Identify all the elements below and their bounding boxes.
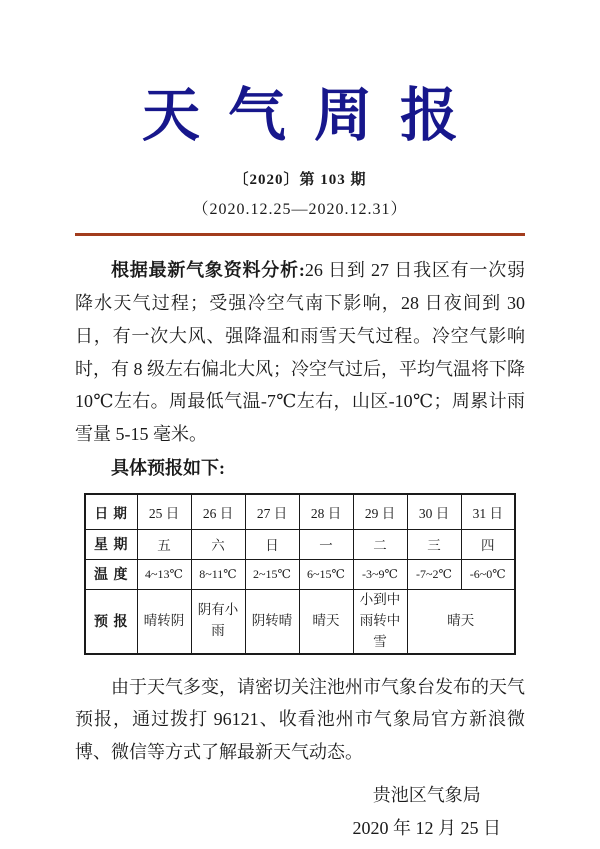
weekday-cell: 二 (353, 529, 407, 559)
forecast-cell: 晴转阴 (137, 589, 191, 653)
row-label-date: 日 期 (85, 494, 137, 530)
forecast-cell: 晴天 (299, 589, 353, 653)
forecast-heading: 具体预报如下: (111, 457, 225, 478)
table-row-dates (85, 494, 515, 530)
forecast-cell-merged: 晴天 (407, 589, 515, 653)
forecast-table (84, 493, 516, 655)
analysis-paragraph (75, 254, 525, 451)
signature-org: 贵池区气象局 (372, 784, 481, 805)
date-cell: 26 日 (191, 494, 245, 530)
temperature-cell: -6~0℃ (461, 559, 515, 589)
table-row-weekdays (85, 529, 515, 559)
issue-number: 〔2020〕第 103 期 (233, 172, 367, 189)
table-row-temperatures (85, 559, 515, 589)
weekday-cell: 三 (407, 529, 461, 559)
page-title: 天气周报 (141, 81, 486, 149)
weekday-cell: 六 (191, 529, 245, 559)
row-label-temperature: 温 度 (85, 559, 137, 589)
weekday-cell: 五 (137, 529, 191, 559)
temperature-cell: 2~15℃ (245, 559, 299, 589)
weekday-cell: 日 (245, 529, 299, 559)
date-cell: 25 日 (137, 494, 191, 530)
table-row-forecasts (85, 589, 515, 653)
signature-date: 2020 年 12 月 25 日 (352, 817, 501, 838)
forecast-cell: 阴有小雨 (191, 589, 245, 653)
temperature-cell: 4~13℃ (137, 559, 191, 589)
row-label-forecast: 预 报 (85, 589, 137, 653)
signature-inner (353, 779, 502, 845)
date-cell: 27 日 (245, 494, 299, 530)
date-cell: 30 日 (407, 494, 461, 530)
row-label-weekday: 星 期 (85, 529, 137, 559)
date-cell: 28 日 (299, 494, 353, 530)
forecast-cell: 小到中雨转中雪 (353, 589, 407, 653)
temperature-cell: 6~15℃ (299, 559, 353, 589)
date-cell: 31 日 (461, 494, 515, 530)
temperature-cell: 8~11℃ (191, 559, 245, 589)
signature-block (75, 779, 525, 845)
analysis-body-text: 26 日到 27 日我区有一次弱降水天气过程；受强冷空气南下影响，28 日夜间到 30 日，有一次大风、强降温和雨雪天气过程。冷空气影响时，有 8 级左右偏北大风；冷空气过后，平均气温将下降 10℃左右。周最低气温-7℃左右，山区-10℃；周累计雨雪量 5-15 毫米。 (75, 260, 526, 445)
date-cell: 29 日 (353, 494, 407, 530)
temperature-cell: -7~2℃ (407, 559, 461, 589)
analysis-lead-text: 根据最新气象资料分析: (111, 260, 305, 281)
date-range: （2020.12.25—2020.12.31） (192, 201, 408, 219)
temperature-cell: -3~9℃ (353, 559, 407, 589)
forecast-cell: 阴转晴 (245, 589, 299, 653)
red-divider-rule (75, 233, 525, 236)
closing-paragraph: 由于天气多变，请密切关注池州市气象台发布的天气预报，通过拨打 96121、收看池州市气象局官方新浪微博、微信等方式了解最新天气动态。 (75, 676, 525, 763)
weekday-cell: 一 (299, 529, 353, 559)
weekday-cell: 四 (461, 529, 515, 559)
